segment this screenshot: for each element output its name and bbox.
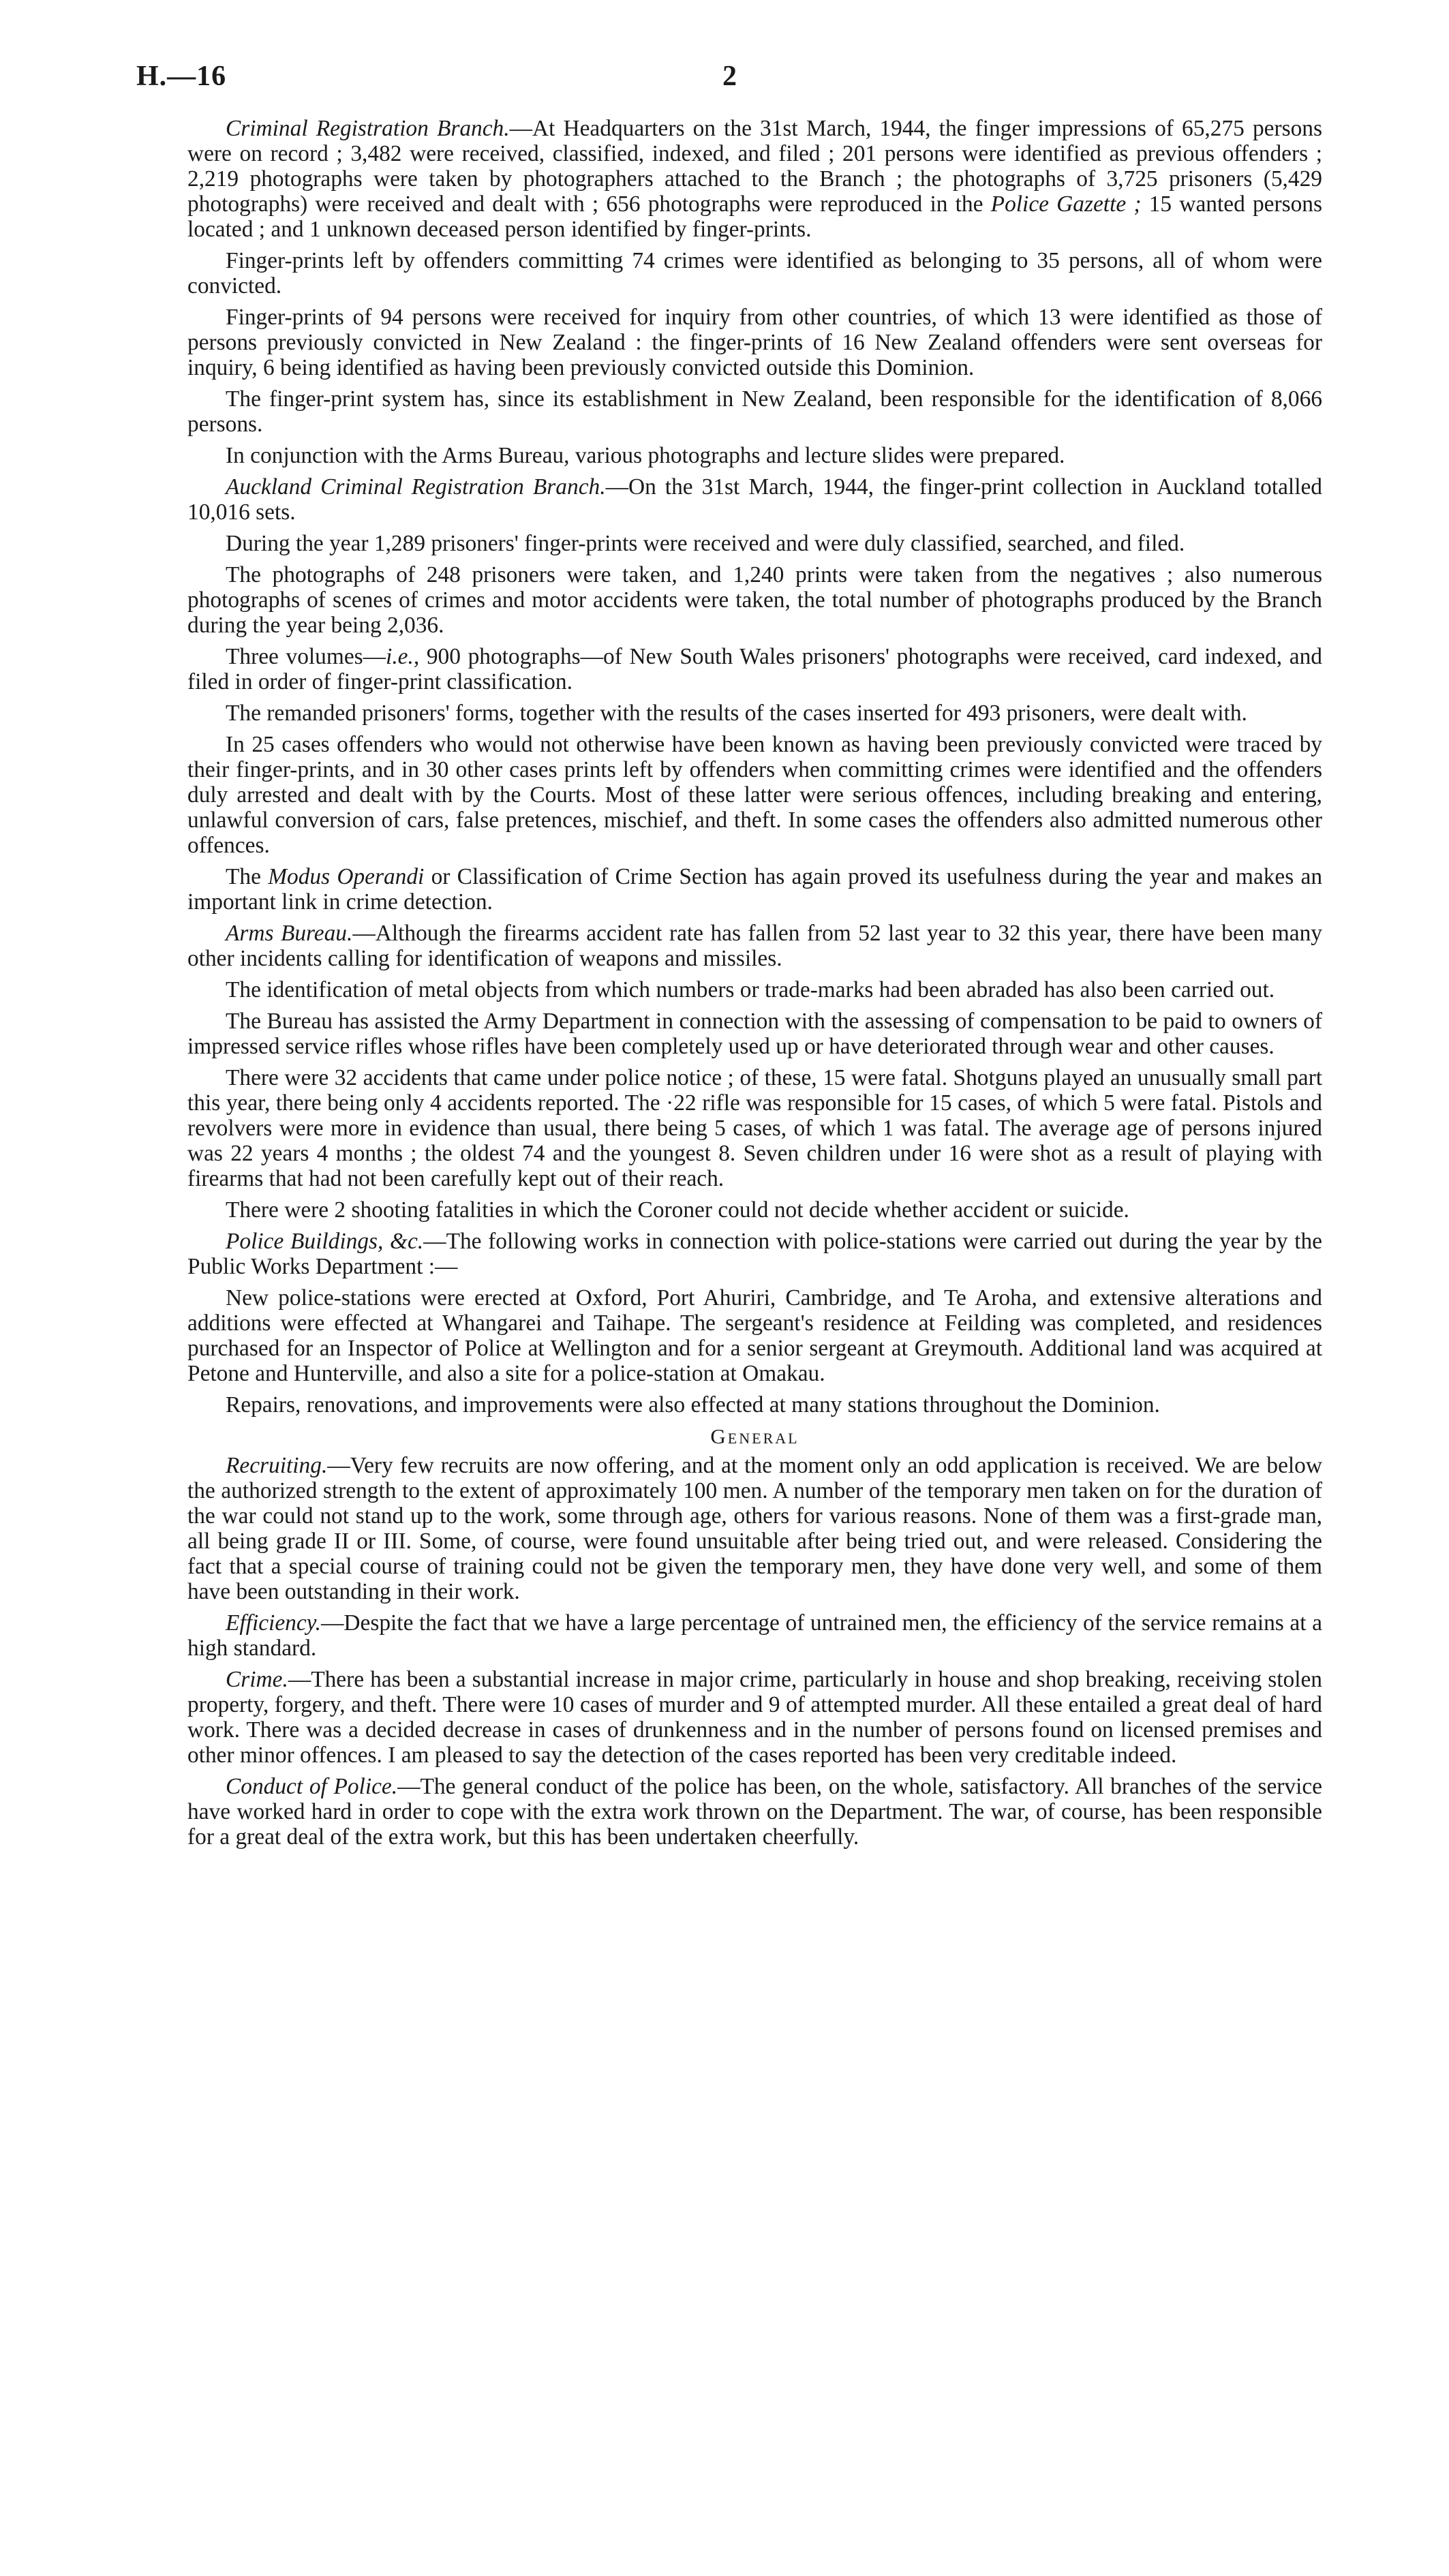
paragraph bbox=[187, 1285, 1322, 1386]
paragraph bbox=[187, 1009, 1322, 1059]
page-number: 2 bbox=[722, 61, 737, 92]
document-reference: H.—16 bbox=[136, 61, 227, 92]
paragraph-italic: i.e., bbox=[386, 644, 420, 669]
paragraph bbox=[187, 864, 1322, 915]
paragraph-text: The finger-print system has, since its establishment in New Zealand, been responsible for the identification of 8,066 persons. bbox=[187, 386, 1322, 437]
document-body bbox=[187, 116, 1322, 1856]
paragraph-text: During the year 1,289 prisoners' finger-prints were received and were duly classified, searched, and filed. bbox=[226, 531, 1185, 556]
paragraph-lead: Conduct of Police. bbox=[226, 1774, 398, 1799]
paragraph-text: —The following works in connection with police-stations were carried out during the year by the Public Works Department :— bbox=[187, 1229, 1322, 1279]
paragraph bbox=[187, 474, 1322, 525]
paragraph bbox=[187, 701, 1322, 726]
paragraph-lead: Recruiting. bbox=[226, 1453, 328, 1478]
paragraph bbox=[187, 1453, 1322, 1604]
paragraph bbox=[187, 531, 1322, 556]
paragraph bbox=[187, 305, 1322, 380]
paragraph-italic: Modus Operandi bbox=[268, 864, 425, 889]
paragraph-lead: Crime. bbox=[226, 1667, 288, 1692]
paragraph-text: —Despite the fact that we have a large percentage of untrained men, the efficiency of the service remains at a high standard. bbox=[187, 1610, 1322, 1661]
paragraph-text: —At Headquarters on the 31st March, 1944, the finger impressions of 65,275 persons were on record ; 3,482 were received, classified, indexed, and filed ; 201 persons were identified as previous offenders ; 2,219 photographs were taken by photographers attached to the Branch ; the photographs of 3,725 prisoners (5,429 photographs) were received and dealt with ; 656 photographs were reproduced in the bbox=[187, 116, 1322, 217]
paragraph-text: New police-stations were erected at Oxford, Port Ahuriri, Cambridge, and Te Aroha, and extensive alterations and additions were effected at Whangarei and Taihape. The sergeant's residence at Feilding was completed, and residences purchased for an Inspector of Police at Wellington and for a senior sergeant at Greymouth. Additional land was acquired at Petone and Hunterville, and also a site for a police-station at Omakau. bbox=[187, 1285, 1322, 1386]
general-section bbox=[187, 1453, 1322, 1850]
paragraph bbox=[187, 386, 1322, 437]
paragraph-text: —On the 31st March, 1944, the finger-print collection in Auckland totalled 10,016 sets. bbox=[187, 474, 1322, 525]
paragraph-text: Finger-prints left by offenders committing 74 crimes were identified as belonging to 35 persons, all of whom were convicted. bbox=[187, 248, 1322, 298]
paragraph bbox=[187, 1774, 1322, 1850]
paragraph-text: In 25 cases offenders who would not otherwise have been known as having been previously convicted were traced by their finger-prints, and in 30 other cases prints left by offenders when committing crimes were identified and the offenders duly arrested and dealt with by the Courts. Most of these latter were serious offences, including breaking and entering, unlawful conversion of cars, false pretences, mischief, and theft. In some cases the offenders also admitted numerous other offences. bbox=[187, 732, 1322, 858]
paragraph bbox=[187, 248, 1322, 298]
paragraph bbox=[187, 977, 1322, 1002]
paragraph-text: —The general conduct of the police has been, on the whole, satisfactory. All branches of the service have worked hard in order to cope with the extra work thrown on the Department. The war, of course, has been responsible for a great deal of the extra work, but this has been undertaken cheerfully. bbox=[187, 1774, 1323, 1850]
paragraph bbox=[187, 1197, 1322, 1223]
paragraph-text: The bbox=[226, 864, 269, 889]
paragraph-text: —There has been a substantial increase in major crime, particularly in house and shop breaking, receiving stolen property, forgery, and theft. There were 10 cases of murder and 9 of attempted murder. All these entailed a great deal of hard work. There was a decided decrease in cases of drunkenness and in the number of persons found on licensed premises and other minor offences. I am pleased to say the detection of the cases reported has been very creditable indeed. bbox=[187, 1667, 1322, 1768]
paragraph bbox=[187, 1610, 1322, 1661]
page-header bbox=[136, 60, 1313, 101]
paragraph-lead: Efficiency. bbox=[226, 1610, 321, 1636]
paragraph-text: The Bureau has assisted the Army Department in connection with the assessing of compensation to be paid to owners of impressed service rifles whose rifles have been completely used up or have deteriorated through wear and other causes. bbox=[187, 1009, 1322, 1059]
paragraph-lead: Auckland Criminal Registration Branch. bbox=[226, 474, 606, 500]
paragraph bbox=[187, 1065, 1322, 1191]
paragraph-text: —Very few recruits are now offering, and at the moment only an odd application is received. We are below the authorized strength to the extent of approximately 100 men. A number of the temporary men taken on for the duration of the war could not stand up to the work, some through age, others for various reasons. None of them was a first-grade man, all being grade II or III. Some, of course, were found unsuitable after being tried out, and were released. Considering the fact that a special course of training could not be given the temporary men, they have done very well, and some of them have been outstanding in their work. bbox=[187, 1453, 1322, 1604]
paragraph-lead: Police Buildings, &c. bbox=[226, 1229, 424, 1254]
paragraph bbox=[187, 562, 1322, 638]
paragraph-text: The remanded prisoners' forms, together with the results of the cases inserted for 493 prisoners, were dealt with. bbox=[226, 701, 1247, 726]
paragraph bbox=[187, 644, 1322, 694]
paragraph bbox=[187, 732, 1322, 858]
paragraph-lead: Criminal Registration Branch. bbox=[226, 116, 510, 141]
paragraph-text: Finger-prints of 94 persons were received for inquiry from other countries, of which 13 were identified as those of persons previously convicted in New Zealand : the finger-prints of 16 New Zealand offenders were sent overseas for inquiry, 6 being identified as having been previously convicted outside this Dominion. bbox=[187, 305, 1322, 380]
paragraph-text: —Although the firearms accident rate has fallen from 52 last year to 32 this year, there have been many other incidents calling for identification of weapons and missiles. bbox=[187, 921, 1322, 971]
paragraph-italic: Police Gazette ; bbox=[990, 191, 1142, 217]
paragraph bbox=[187, 921, 1322, 971]
section-heading-general: General bbox=[710, 1424, 799, 1448]
paragraph-text: Repairs, renovations, and improvements were also effected at many stations throughout the Dominion. bbox=[226, 1392, 1160, 1417]
paragraph-text: Three volumes— bbox=[226, 644, 386, 669]
paragraph-text: In conjunction with the Arms Bureau, various photographs and lecture slides were prepared. bbox=[226, 443, 1065, 468]
paragraph-lead: Arms Bureau. bbox=[226, 921, 353, 946]
paragraph-tail: or Classification of Crime Section has again proved its usefulness during the year and makes an important link in crime detection. bbox=[187, 864, 1323, 915]
paragraph-text: There were 2 shooting fatalities in which the Coroner could not decide whether accident or suicide. bbox=[226, 1197, 1129, 1223]
paragraph bbox=[187, 116, 1322, 242]
paragraph bbox=[187, 443, 1322, 468]
main-section bbox=[187, 116, 1322, 1417]
paragraph-tail: 15 wanted persons located ; and 1 unknown deceased person identified by finger-prints. bbox=[187, 191, 1322, 242]
paragraph-text: The identification of metal objects from which numbers or trade-marks had been abraded has also been carried out. bbox=[226, 977, 1275, 1002]
paragraph-text: The photographs of 248 prisoners were taken, and 1,240 prints were taken from the negatives ; also numerous photographs of scenes of crimes and motor accidents were taken, the total number of photographs produced by the Branch during the year being 2,036. bbox=[187, 562, 1322, 638]
paragraph bbox=[187, 1392, 1322, 1417]
paragraph bbox=[187, 1667, 1322, 1768]
paragraph-text: There were 32 accidents that came under police notice ; of these, 15 were fatal. Shotguns played an unusually small part this year, there being only 4 accidents reported. The ·22 rifle was responsible for 15 cases, of which 5 were fatal. Pistols and revolvers were more in evidence than usual, there being 5 cases, of which 1 was fatal. The average age of persons injured was 22 years 4 months ; the oldest 74 and the youngest 8. Seven children under 16 were shot as a result of playing with firearms that had not been carefully kept out of their reach. bbox=[187, 1065, 1322, 1191]
paragraph bbox=[187, 1229, 1322, 1279]
paragraph-tail: 900 photographs—of New South Wales prisoners' photographs were received, card indexed, and filed in order of finger-print classification. bbox=[187, 644, 1322, 694]
